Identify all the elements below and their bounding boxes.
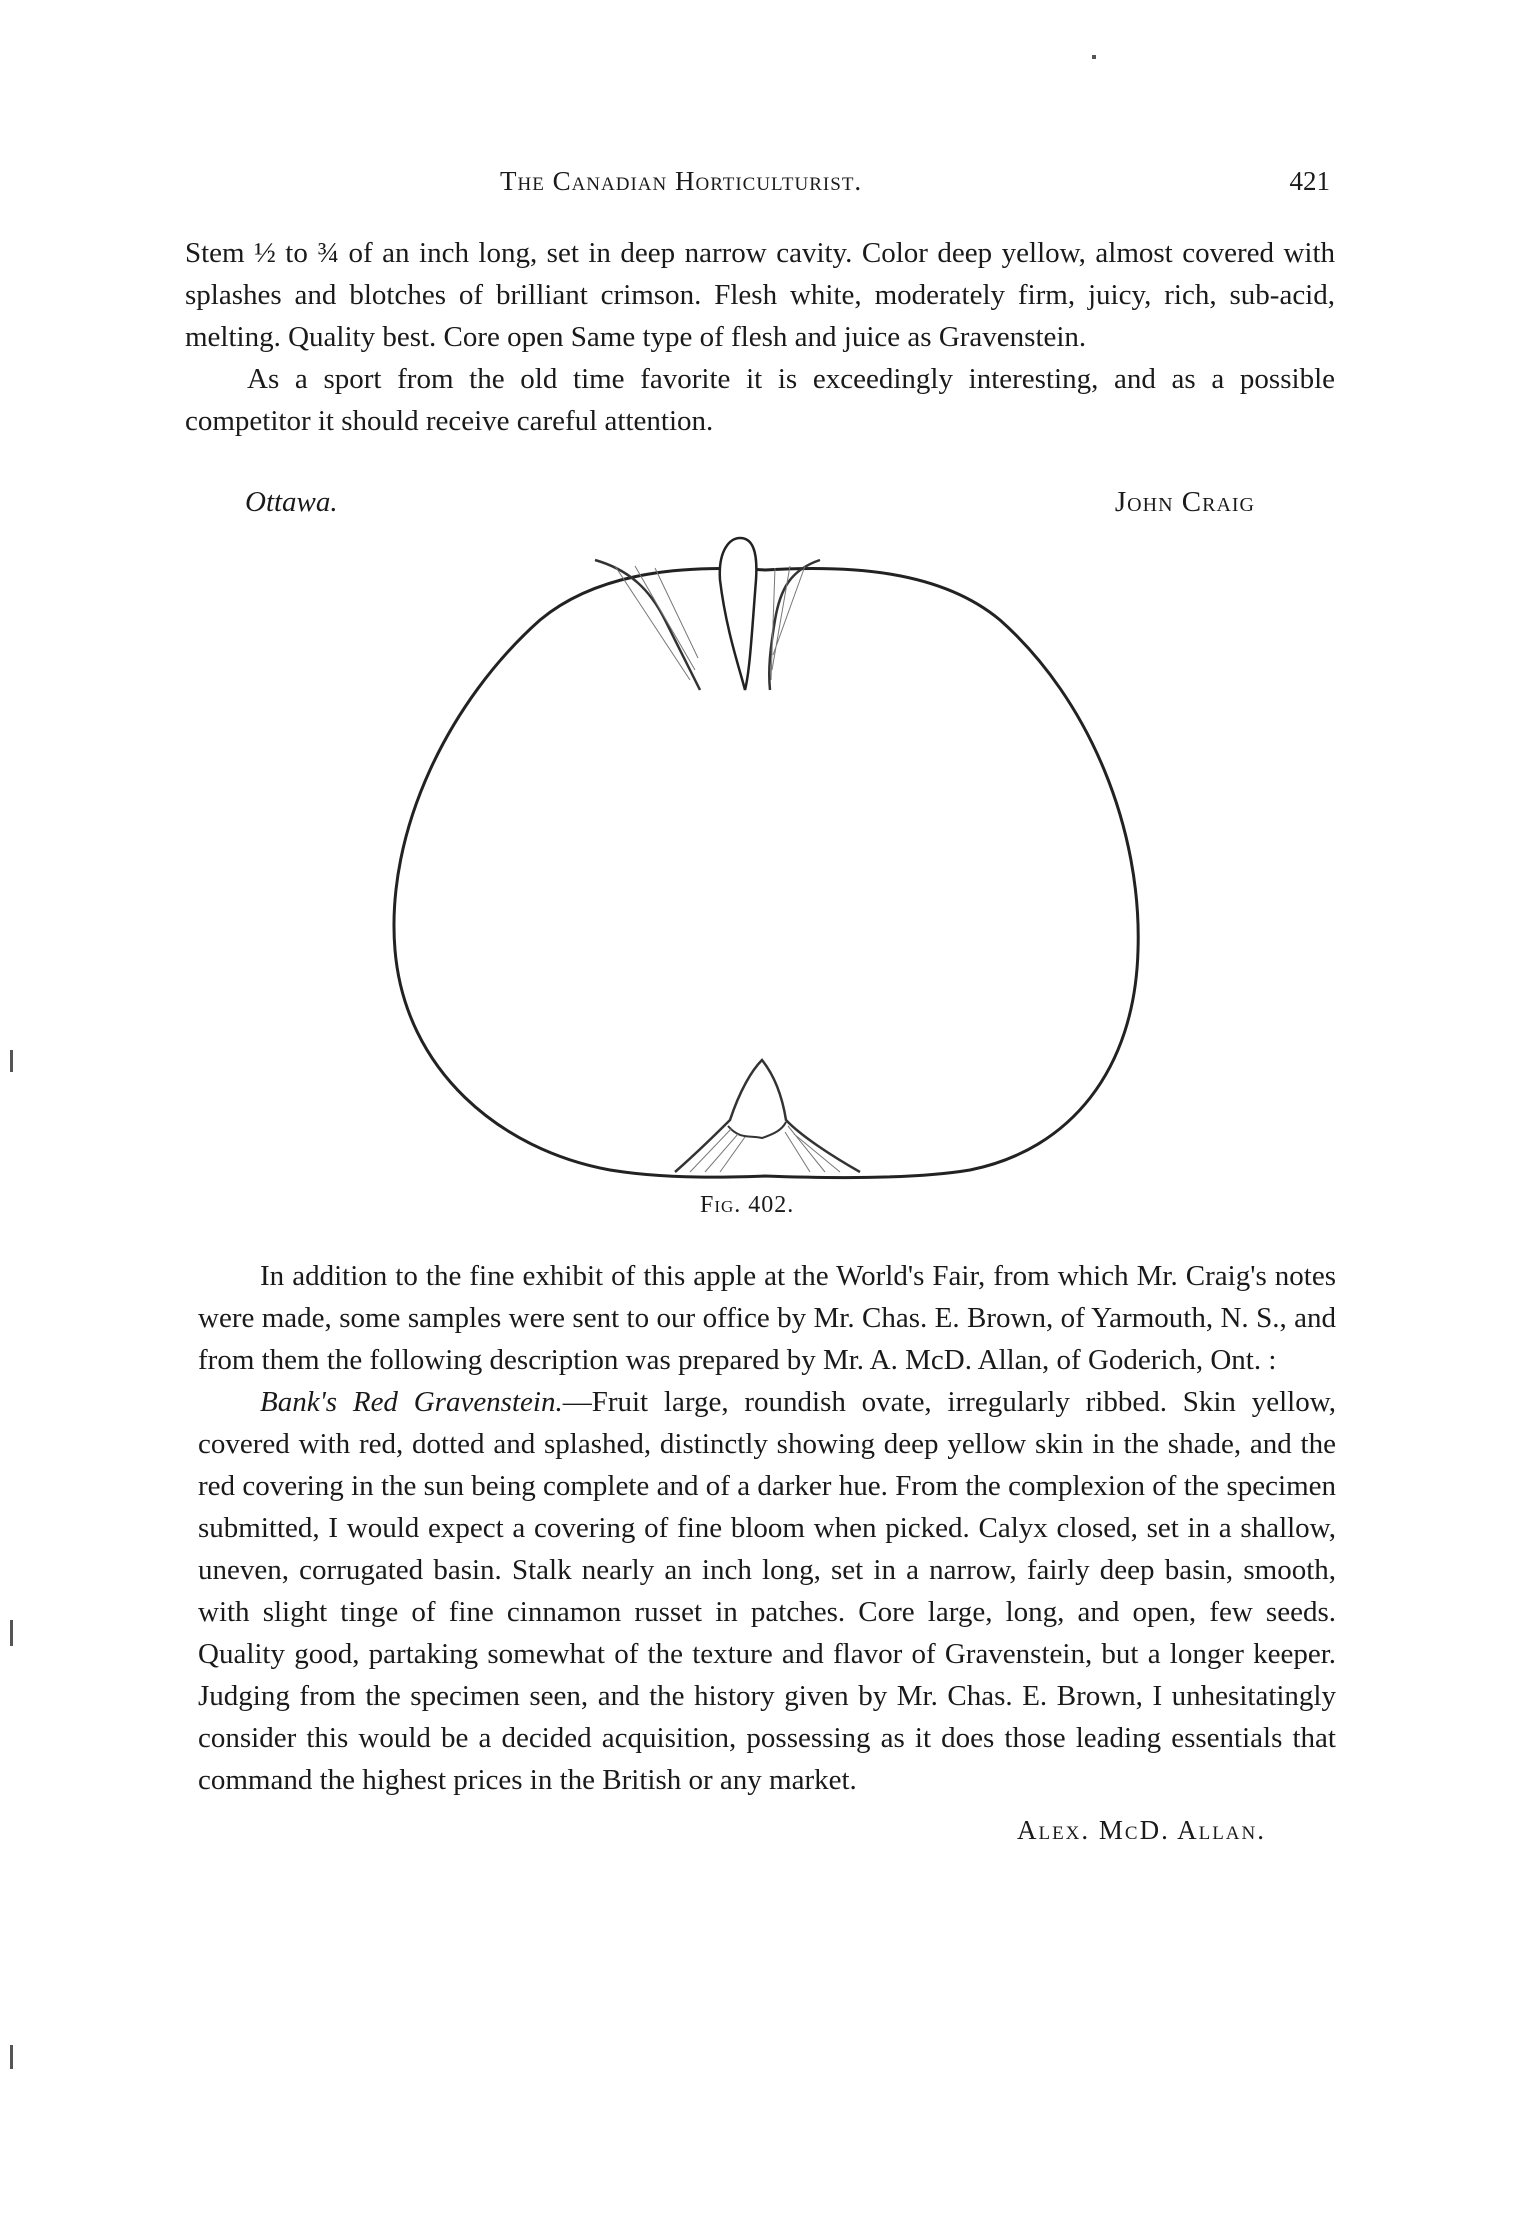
signer-name: John Craig	[1114, 486, 1255, 518]
body-paragraph-2	[198, 1381, 1336, 1801]
intro-section	[185, 232, 1335, 442]
scan-edge-mark	[10, 2045, 13, 2069]
intro-paragraph-2: As a sport from the old time favorite it is exceedingly interesting, and as a possible competitor it should receive careful attention.	[185, 363, 1335, 437]
intro-paragraph-1: Stem ½ to ¾ of an inch long, set in deep narrow cavity. Color deep yellow, almost covered with splashes and blotches of brilliant crimson. Flesh white, moderately firm, juicy, rich, sub-acid, melting. Quality best. Core open Same type of flesh and juice as Gravenstein.	[185, 237, 1335, 353]
intro-signature-row	[245, 486, 1255, 530]
body-signature-row	[198, 1801, 1336, 1845]
scan-edge-mark	[10, 1050, 13, 1072]
calyx-basin	[675, 1060, 860, 1172]
body-section	[198, 1255, 1336, 1845]
apple-illustration	[390, 530, 1140, 1190]
apple-outline	[394, 568, 1138, 1177]
page-header	[180, 166, 1330, 206]
calyx-hatching	[690, 1126, 840, 1172]
variety-name: Bank's Red Gravenstein.	[260, 1386, 563, 1418]
scan-edge-mark	[10, 1620, 13, 1646]
cavity-hatching	[615, 566, 805, 680]
variety-description: —Fruit large, roundish ovate, irregularly ribbed. Skin yellow, covered with red, dotted and splashed, distinctly showing deep yellow skin in the shade, and the red covering in the sun being complete and of a darker hue. From the complexion of the specimen submitted, I would expect a covering of fine bloom when picked. Calyx closed, set in a shallow, uneven, corrugated basin. Stalk nearly an inch long, set in a narrow, fairly deep basin, smooth, with slight tinge of fine cinnamon russet in patches. Core large, long, and open, few seeds. Quality good, partaking somewhat of the texture and flavor of Gravenstein, but a longer keeper. Judging from the specimen seen, and the history given by Mr. Chas. E. Brown, I unhesitatingly consider this would be a decided acquisition, possessing as it does those leading essentials that command the highest prices in the British or any market.	[198, 1386, 1337, 1796]
scan-speck	[1092, 55, 1096, 59]
running-title: The Canadian Horticulturist.	[500, 166, 863, 196]
page-number: 421	[1289, 166, 1330, 196]
apple-stem	[720, 538, 757, 690]
body-signer: Alex. McD. Allan.	[1016, 1815, 1266, 1845]
figure-caption: Fig. 402.	[700, 1192, 795, 1218]
place-name: Ottawa.	[245, 486, 338, 518]
body-paragraph-1: In addition to the fine exhibit of this apple at the World's Fair, from which Mr. Craig's notes were made, some samples were sent to our office by Mr. Chas. E. Brown, of Yarmouth, N. S., and from them the following description was prepared by Mr. A. McD. Allan, of Goderich, Ont. :	[198, 1260, 1336, 1376]
